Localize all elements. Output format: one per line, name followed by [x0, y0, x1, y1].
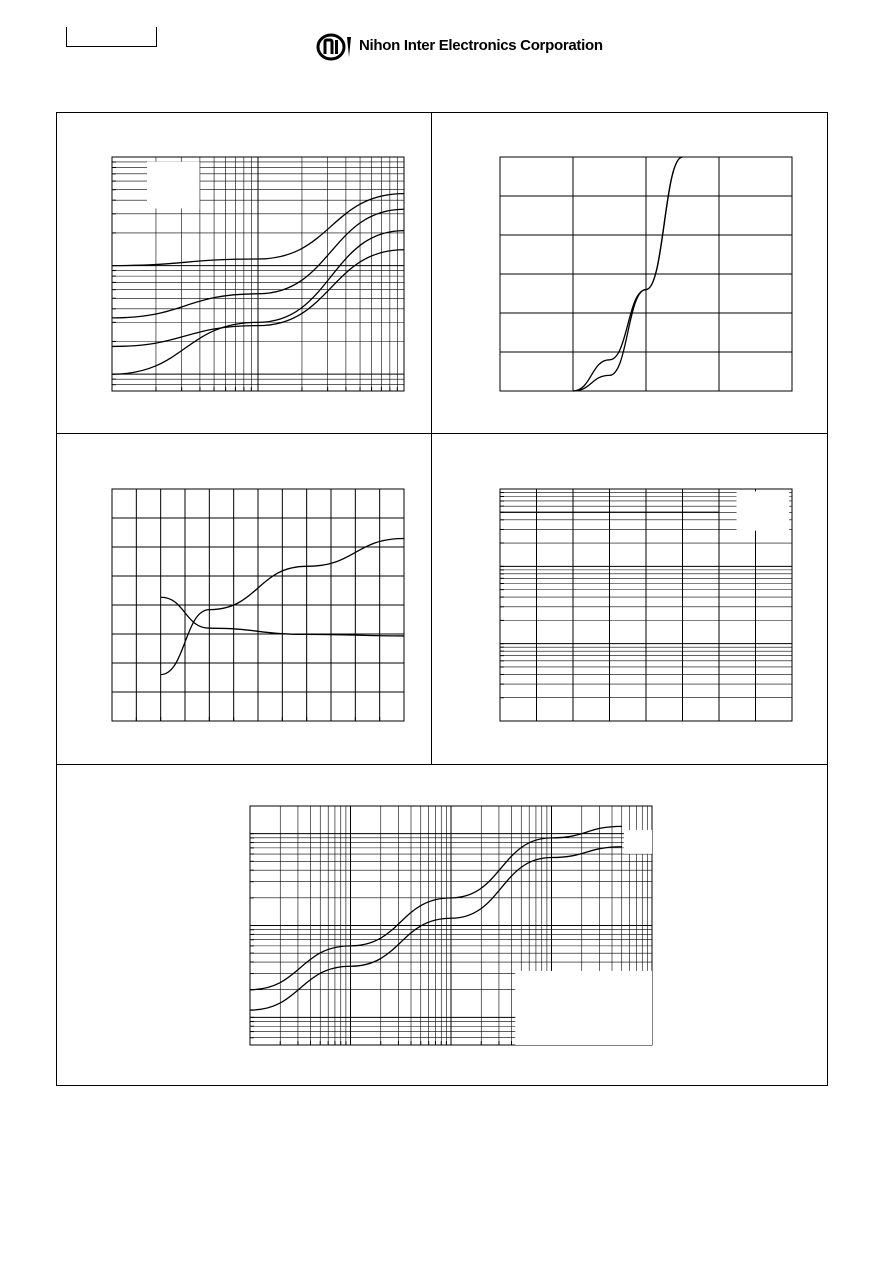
legend-area [737, 491, 790, 530]
chart-middle-right [500, 489, 792, 721]
chart-middle-left [112, 489, 404, 721]
legend-area [147, 162, 200, 209]
horizontal-divider-2 [56, 764, 828, 765]
grid [112, 489, 404, 721]
company-name: Nihon Inter Electronics Corporation [359, 37, 603, 54]
series-line-1 [250, 826, 622, 989]
horizontal-divider-1 [56, 433, 828, 434]
grid [500, 157, 792, 391]
company-logo [316, 33, 356, 61]
legend-area [515, 971, 652, 1045]
vertical-divider [431, 112, 432, 764]
chart-bottom [250, 806, 652, 1045]
legend-area [624, 830, 652, 854]
chart-top-right [500, 157, 792, 391]
part-number-box [66, 27, 157, 47]
chart-top-left [112, 157, 404, 391]
